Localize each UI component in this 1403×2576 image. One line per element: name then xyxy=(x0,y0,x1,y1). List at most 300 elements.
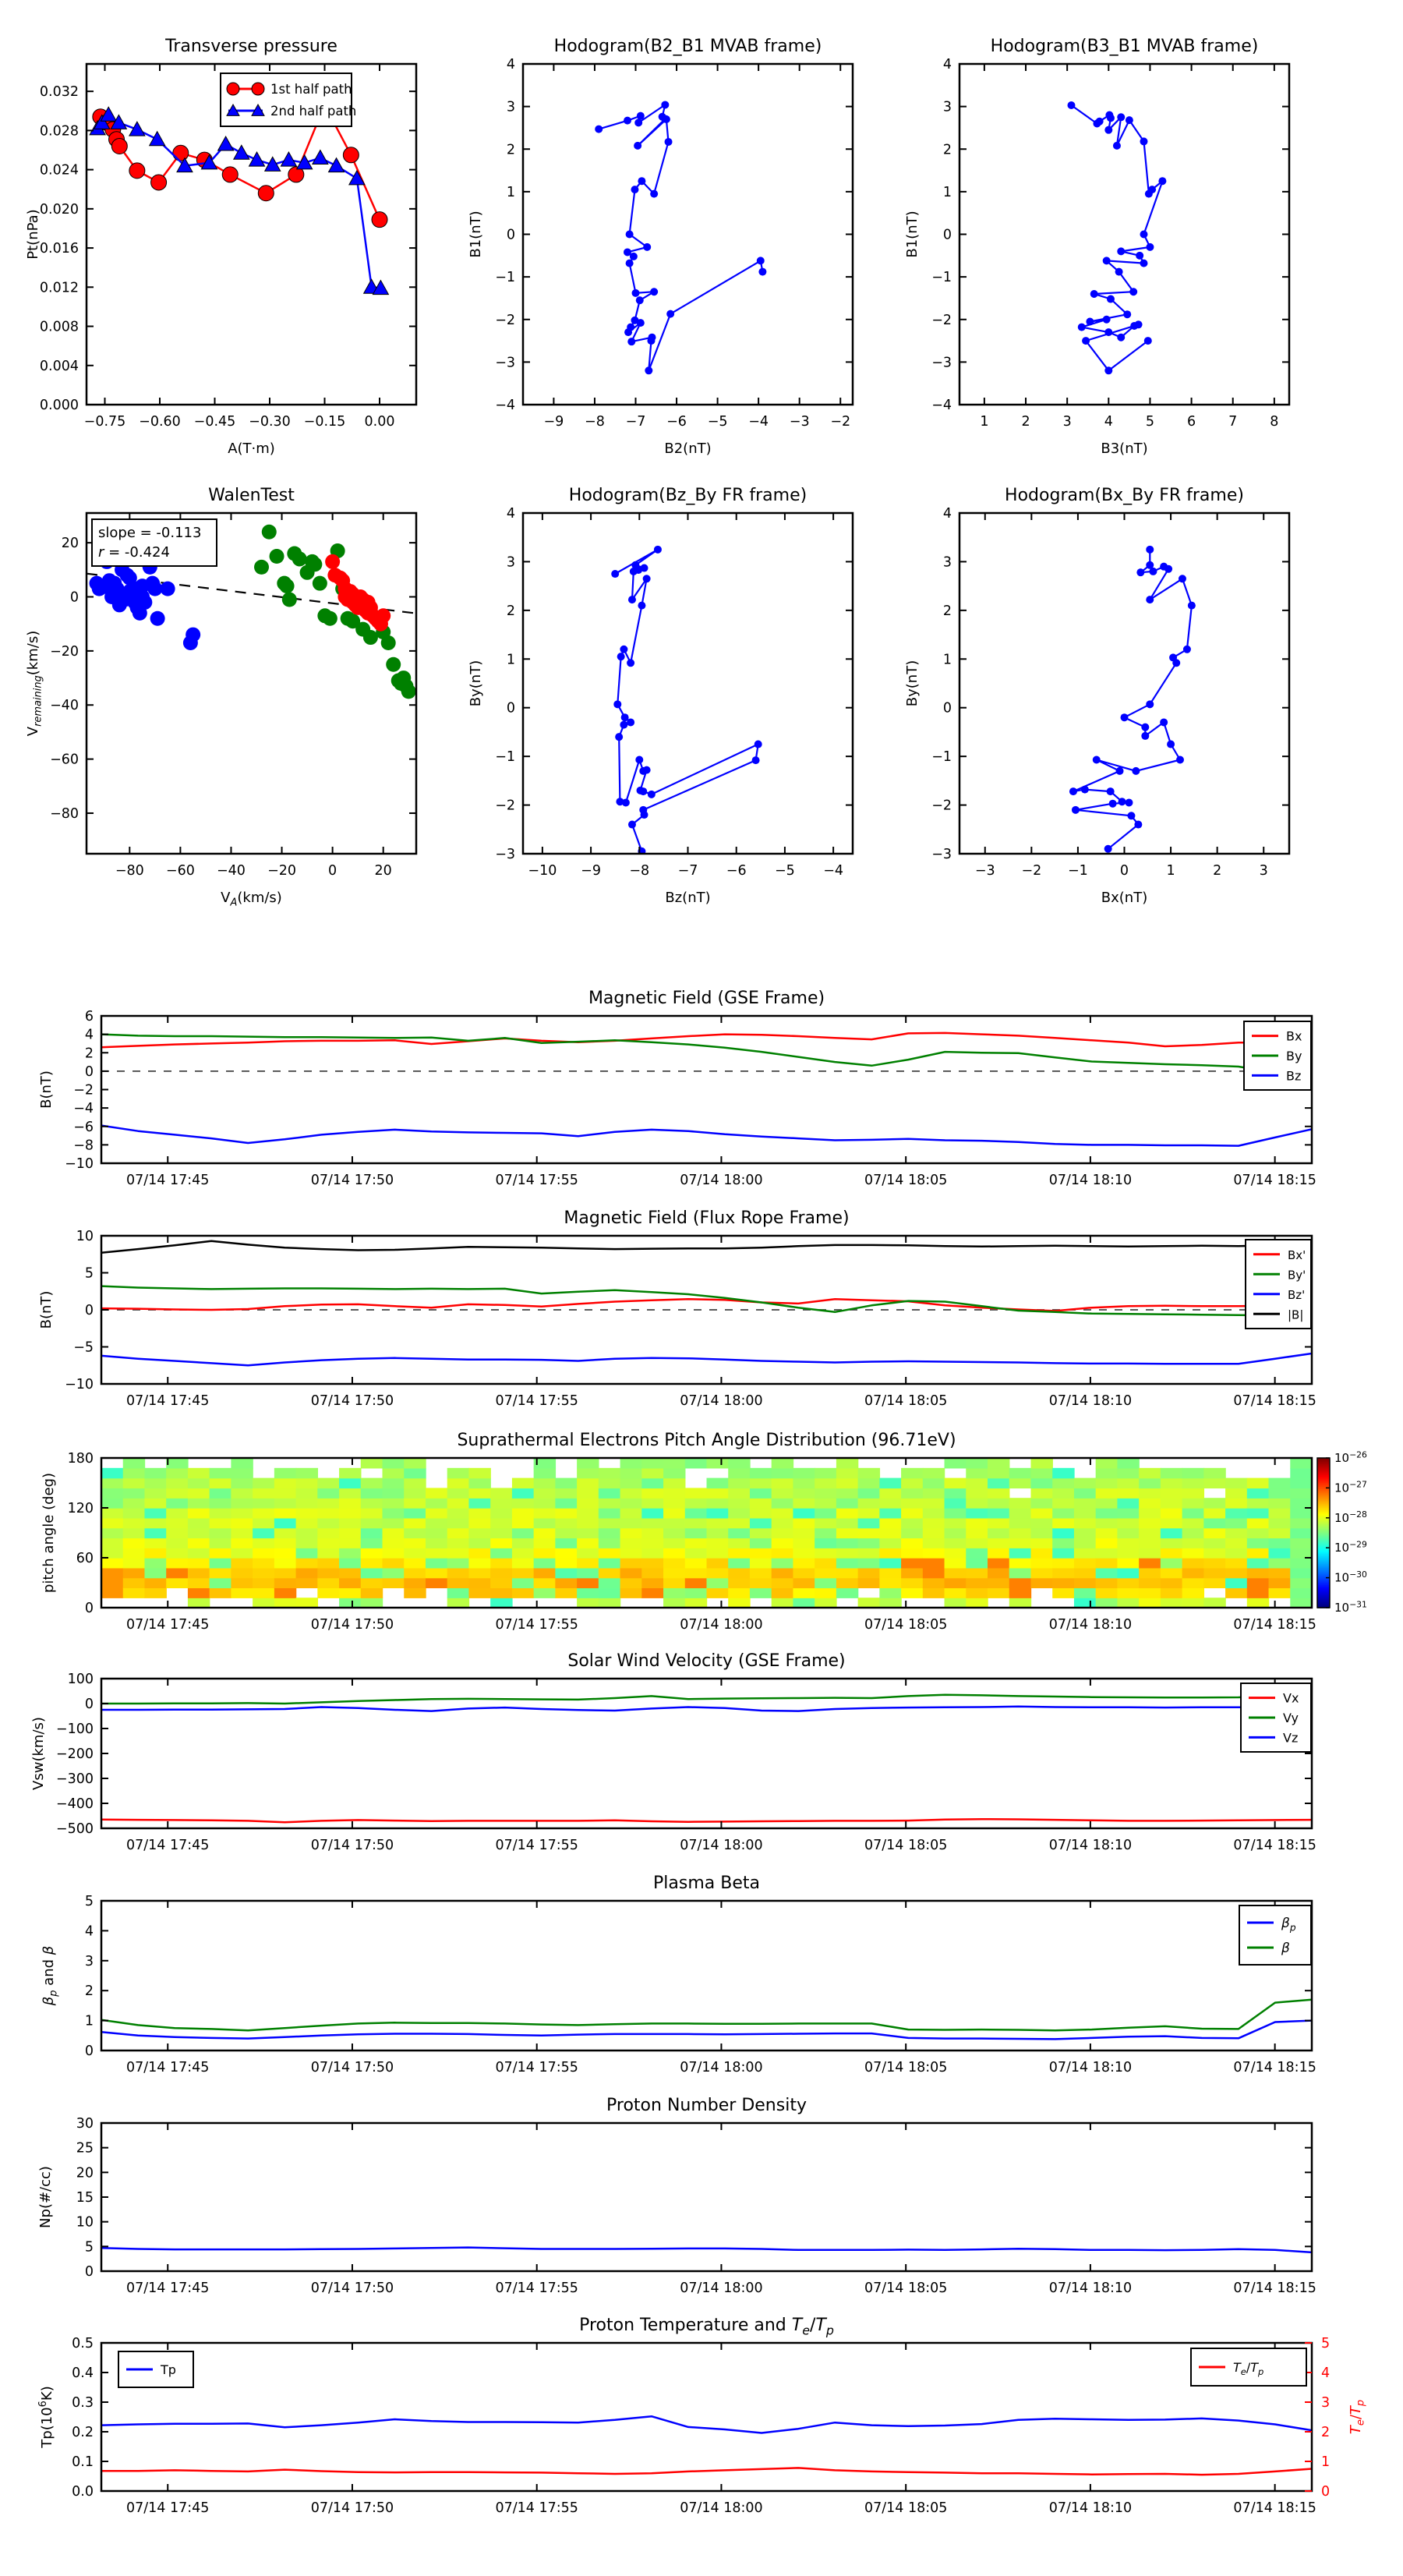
heatmap-cell xyxy=(274,1578,296,1589)
y-tick-label: −4 xyxy=(931,398,952,413)
heatmap-cell xyxy=(447,1468,469,1479)
y-tick-label: 2 xyxy=(84,1046,94,1062)
panel-title: WalenTest xyxy=(208,486,295,505)
heatmap-cell xyxy=(707,1478,729,1489)
heatmap-cell xyxy=(166,1508,188,1519)
y-tick-label: 20 xyxy=(76,2165,94,2181)
heatmap-cell xyxy=(620,1587,642,1598)
y-tick-label: 0 xyxy=(84,1697,94,1712)
heatmap-cell xyxy=(512,1548,534,1559)
heatmap-cell xyxy=(144,1518,166,1529)
heatmap-cell xyxy=(1074,1548,1096,1559)
heatmap-cell xyxy=(1052,1587,1074,1598)
heatmap-cell xyxy=(772,1548,793,1559)
heatmap-cell xyxy=(728,1468,750,1479)
heatmap-cell xyxy=(296,1518,318,1529)
heatmap-cell xyxy=(534,1498,556,1509)
heatmap-cell xyxy=(555,1578,577,1589)
heatmap-cell xyxy=(144,1478,166,1489)
heatmap-cell xyxy=(404,1548,426,1559)
heatmap-cell xyxy=(599,1548,620,1559)
heatmap-cell xyxy=(772,1528,793,1539)
x-tick-label: −3 xyxy=(789,414,810,430)
y-axis-label: B1(nT) xyxy=(904,211,921,258)
marker-triangle xyxy=(329,158,345,172)
heatmap-cell xyxy=(512,1488,534,1499)
x-tick-label: −0.60 xyxy=(139,414,181,430)
heatmap-cell xyxy=(123,1537,145,1548)
heatmap-cell xyxy=(879,1568,901,1579)
heatmap-cell xyxy=(166,1488,188,1499)
x-tick-label: 07/14 18:10 xyxy=(1048,1838,1133,1853)
y-tick-label: 3 xyxy=(84,1953,94,1969)
heatmap-cell xyxy=(901,1548,923,1559)
marker-dot xyxy=(1167,741,1175,748)
x-tick-label: 07/14 18:05 xyxy=(864,1617,948,1633)
heatmap-cell xyxy=(966,1568,988,1579)
heatmap-cell xyxy=(231,1578,253,1589)
scatter-point xyxy=(307,557,322,571)
heatmap-cell xyxy=(490,1587,512,1598)
y-tick-label: −4 xyxy=(495,398,515,413)
heatmap-cell xyxy=(123,1468,145,1479)
heatmap-cell xyxy=(577,1478,599,1489)
marker-triangle xyxy=(218,136,234,150)
heatmap-cell xyxy=(663,1548,685,1559)
heatmap-cell xyxy=(1117,1518,1139,1529)
transverse-pressure xyxy=(25,37,416,457)
y-tick-label: −2 xyxy=(931,798,952,814)
x-tick-label: −6 xyxy=(726,863,747,879)
marker-dot xyxy=(615,733,623,741)
heatmap-cell xyxy=(1096,1488,1118,1499)
heatmap-cell xyxy=(772,1498,793,1509)
heatmap-cell xyxy=(1225,1558,1247,1569)
heatmap-cell xyxy=(404,1587,426,1598)
x-tick-label: 07/14 17:45 xyxy=(126,2500,210,2516)
heatmap-cell xyxy=(274,1468,296,1479)
x-tick-label: −4 xyxy=(748,414,769,430)
heatmap-cell xyxy=(1139,1568,1161,1579)
y-tick-label: 0.016 xyxy=(39,241,79,257)
heatmap-cell xyxy=(599,1478,620,1489)
heatmap-cell xyxy=(945,1478,967,1489)
heatmap-cell xyxy=(101,1488,123,1499)
heatmap-cell xyxy=(210,1478,231,1489)
heatmap-cell xyxy=(1096,1518,1118,1529)
marker-dot xyxy=(650,288,658,295)
x-tick-label: 1 xyxy=(980,414,989,430)
marker-dot xyxy=(1117,113,1125,121)
heatmap-cell xyxy=(641,1548,663,1559)
heatmap-cell xyxy=(923,1568,945,1579)
legend-label: Bz xyxy=(1286,1068,1302,1084)
heatmap-cell xyxy=(858,1508,880,1519)
y-tick-label: 0.012 xyxy=(39,280,79,296)
y-tick-label: −2 xyxy=(931,312,952,328)
x-tick-label: 07/14 17:55 xyxy=(495,1617,578,1633)
heatmap-cell xyxy=(253,1578,274,1589)
y-tick-label: 0.032 xyxy=(39,84,79,101)
marker-dot xyxy=(661,101,669,108)
heatmap-cell xyxy=(1247,1587,1269,1598)
heatmap-cell xyxy=(1290,1518,1312,1529)
heatmap-cell xyxy=(1182,1568,1204,1579)
heatmap-cell xyxy=(274,1518,296,1529)
x-axis-label: Bx(nT) xyxy=(1101,890,1148,906)
heatmap-cell xyxy=(231,1498,253,1509)
heatmap-cell xyxy=(772,1508,793,1519)
y-tick-label: −1 xyxy=(931,749,952,766)
x-ticks xyxy=(126,1679,1316,1853)
heatmap-cell xyxy=(426,1508,447,1519)
y-tick-label: −300 xyxy=(55,1771,94,1787)
x-axis-label: Bz(nT) xyxy=(665,890,711,906)
heatmap-cell xyxy=(404,1518,426,1529)
y-tick-label: 0.0 xyxy=(72,2484,94,2500)
y-tick-label: 0.024 xyxy=(39,162,79,179)
heatmap-cell xyxy=(728,1548,750,1559)
heatmap-cell xyxy=(1052,1548,1074,1559)
x-tick-label: −5 xyxy=(707,414,728,430)
heatmap-cell xyxy=(836,1508,858,1519)
series-group xyxy=(101,2248,1312,2252)
heatmap-cell xyxy=(1161,1598,1182,1608)
heatmap-cell xyxy=(815,1537,836,1548)
y-tick-label: 0 xyxy=(84,1303,94,1318)
heatmap-cell xyxy=(210,1558,231,1569)
y-tick-label: 2 xyxy=(506,603,515,619)
heatmap-cell xyxy=(1074,1488,1096,1499)
marker-dot xyxy=(1144,337,1152,345)
heatmap-cell xyxy=(1074,1478,1096,1489)
x-axis-label: B3(nT) xyxy=(1101,441,1148,457)
heatmap-cell xyxy=(317,1518,339,1529)
heatmap-cell xyxy=(620,1568,642,1579)
heatmap-cell xyxy=(663,1468,685,1479)
heatmap-cell xyxy=(1117,1528,1139,1539)
series-2nd-half-path xyxy=(97,115,380,288)
colorbar xyxy=(1317,1449,1367,1615)
heatmap-cell xyxy=(707,1528,729,1539)
marker-dot xyxy=(627,338,635,345)
x-tick-label: 1 xyxy=(1166,863,1175,879)
heatmap-cell xyxy=(858,1568,880,1579)
heatmap-cell xyxy=(836,1468,858,1479)
heatmap-cell xyxy=(555,1558,577,1569)
heatmap-cell xyxy=(620,1478,642,1489)
heatmap-cell xyxy=(901,1578,923,1589)
heatmap-cell xyxy=(144,1488,166,1499)
heatmap-cell xyxy=(1290,1528,1312,1539)
heatmap-cell xyxy=(1247,1488,1269,1499)
marker-triangle xyxy=(349,171,365,185)
heatmap-cell xyxy=(1269,1558,1291,1569)
heatmap-cell xyxy=(599,1498,620,1509)
y-ticks xyxy=(931,506,1289,862)
heatmap-cell xyxy=(577,1587,599,1598)
heatmap-cell xyxy=(512,1578,534,1589)
heatmap-cell xyxy=(577,1458,599,1469)
x-tick-label: −7 xyxy=(677,863,698,879)
heatmap-cell xyxy=(750,1568,772,1579)
marker-dot xyxy=(1123,310,1131,318)
heatmap-cell xyxy=(772,1587,793,1598)
y-tick-label: 0 xyxy=(942,700,952,717)
heatmap-cell xyxy=(361,1478,383,1489)
heatmap-cell xyxy=(945,1508,967,1519)
heatmap-cell xyxy=(447,1578,469,1589)
heatmap-cell xyxy=(339,1498,361,1509)
x-tick-label: 07/14 17:45 xyxy=(126,1173,210,1188)
heatmap-cell xyxy=(879,1478,901,1489)
heatmap-cell xyxy=(858,1548,880,1559)
y-tick-label: 20 xyxy=(61,536,79,552)
heatmap-cell xyxy=(793,1587,815,1598)
heatmap-cell xyxy=(555,1568,577,1579)
marker-dot xyxy=(1103,257,1111,264)
x-tick-label: 07/14 18:05 xyxy=(864,2281,948,2296)
y-axis-label: $\beta_p$ and β xyxy=(41,1945,60,2006)
heatmap-cell xyxy=(815,1478,836,1489)
heatmap-cell xyxy=(945,1518,967,1529)
heatmap-cell xyxy=(793,1578,815,1589)
heatmap-cell xyxy=(1117,1498,1139,1509)
heatmap-cell xyxy=(447,1568,469,1579)
y-ticks-right xyxy=(1305,2336,1330,2500)
heatmap-cell xyxy=(858,1558,880,1569)
y-tick-label: 4 xyxy=(506,57,515,73)
heatmap-cell xyxy=(383,1578,405,1589)
heatmap-cell xyxy=(901,1468,923,1479)
marker-dot xyxy=(620,721,627,729)
marker-dot xyxy=(665,138,673,146)
heatmap-cell xyxy=(1030,1478,1052,1489)
heatmap-cell xyxy=(685,1587,707,1598)
heatmap-cell xyxy=(663,1568,685,1579)
heatmap-cell xyxy=(1161,1578,1182,1589)
scatter-point xyxy=(161,582,175,596)
series-hodogram-path xyxy=(599,104,762,370)
marker-dot xyxy=(626,260,634,267)
heatmap-cell xyxy=(599,1528,620,1539)
heatmap-cell xyxy=(923,1508,945,1519)
heatmap-cell xyxy=(101,1468,123,1479)
heatmap-cell xyxy=(101,1528,123,1539)
heatmap-cell xyxy=(231,1558,253,1569)
heatmap-cell xyxy=(1030,1537,1052,1548)
colorbar-label: $10^{-28}$ xyxy=(1334,1509,1367,1525)
heatmap-cell xyxy=(1009,1548,1031,1559)
heatmap-cell xyxy=(339,1548,361,1559)
heatmap-cell xyxy=(750,1528,772,1539)
heatmap-cell xyxy=(231,1518,253,1529)
heatmap-cell xyxy=(1052,1498,1074,1509)
heatmap-cell xyxy=(404,1478,426,1489)
x-tick-label: 07/14 17:50 xyxy=(310,1393,394,1409)
heatmap-cell xyxy=(858,1488,880,1499)
y-tick-label: −4 xyxy=(73,1101,94,1117)
heatmap-cell xyxy=(1096,1528,1118,1539)
heatmap-cell xyxy=(253,1528,274,1539)
heatmap-cell xyxy=(1182,1508,1204,1519)
heatmap-cell xyxy=(274,1598,296,1608)
legend xyxy=(1191,2348,1306,2386)
heatmap-cell xyxy=(274,1548,296,1559)
heatmap-cell xyxy=(1030,1548,1052,1559)
heatmap-cell xyxy=(750,1578,772,1589)
heatmap-cell xyxy=(1225,1498,1247,1509)
x-tick-label: 6 xyxy=(1187,414,1196,430)
heatmap-cell xyxy=(1269,1568,1291,1579)
heatmap-cell xyxy=(468,1537,490,1548)
heatmap-cell xyxy=(879,1498,901,1509)
heatmap-cell xyxy=(383,1478,405,1489)
scatter-point xyxy=(280,579,295,593)
heatmap-cell xyxy=(1182,1528,1204,1539)
marker-dot xyxy=(643,766,651,774)
heatmap-cell xyxy=(1096,1568,1118,1579)
heatmap-cell xyxy=(966,1508,988,1519)
heatmap-cell xyxy=(879,1558,901,1569)
marker-dot xyxy=(1158,177,1166,185)
heatmap-cell xyxy=(988,1548,1009,1559)
y-tick-label: 4 xyxy=(84,1923,94,1940)
heatmap-cell xyxy=(468,1518,490,1529)
heatmap-cell xyxy=(988,1578,1009,1589)
scatter-point xyxy=(282,592,297,607)
heatmap-cell xyxy=(404,1568,426,1579)
heatmap-cell xyxy=(361,1587,383,1598)
panel-title: Suprathermal Electrons Pitch Angle Distribution (96.71eV) xyxy=(457,1431,956,1450)
heatmap-cell xyxy=(317,1508,339,1519)
x-tick-label: 07/14 18:15 xyxy=(1233,2060,1316,2075)
heatmap-cell xyxy=(317,1587,339,1598)
heatmap-cell xyxy=(468,1548,490,1559)
heatmap-cell xyxy=(1096,1548,1118,1559)
marker-dot xyxy=(1126,116,1133,124)
heatmap-cell xyxy=(1182,1578,1204,1589)
heatmap-cell xyxy=(317,1568,339,1579)
heatmap-cell xyxy=(555,1488,577,1499)
heatmap-cell xyxy=(728,1537,750,1548)
y-tick-label: 1 xyxy=(942,652,952,668)
heatmap-cell xyxy=(1139,1528,1161,1539)
series-group xyxy=(1069,546,1196,853)
legend-label: Tp xyxy=(161,2362,176,2377)
x-tick-label: 5 xyxy=(1145,414,1155,430)
marker-dot xyxy=(1135,320,1143,328)
heatmap-cell xyxy=(101,1537,123,1548)
y-tick-label: 0.4 xyxy=(72,2365,94,2381)
heatmap-cell xyxy=(685,1537,707,1548)
heatmap-cell xyxy=(447,1548,469,1559)
y-tick-label: 0.004 xyxy=(39,358,79,374)
panel-title: Transverse pressure xyxy=(165,37,337,56)
y2-tick-label: 5 xyxy=(1321,2336,1331,2351)
y-tick-label: −80 xyxy=(50,805,79,822)
heatmap-cell xyxy=(923,1478,945,1489)
heatmap-cell xyxy=(1225,1548,1247,1559)
series-B-magnitude xyxy=(101,1241,1312,1253)
y-tick-label: −500 xyxy=(55,1821,94,1837)
heatmap-cell xyxy=(1074,1518,1096,1529)
colorbar-label: $10^{-31}$ xyxy=(1334,1599,1367,1615)
heatmap-cell xyxy=(815,1518,836,1529)
marker-circle xyxy=(252,83,264,95)
series-Vx xyxy=(101,1819,1312,1822)
heatmap-cell xyxy=(404,1488,426,1499)
y-tick-label: −200 xyxy=(55,1746,94,1762)
heatmap-cell xyxy=(1269,1508,1291,1519)
heatmap-cell xyxy=(1096,1478,1118,1489)
heatmap-cell xyxy=(1030,1498,1052,1509)
marker-dot xyxy=(1172,659,1180,667)
heatmap-cell xyxy=(620,1537,642,1548)
heatmap-cell xyxy=(836,1587,858,1598)
proton-number-density xyxy=(37,2096,1316,2296)
heatmap-cell xyxy=(166,1458,188,1469)
heatmap-cell xyxy=(274,1587,296,1598)
heatmap-cell xyxy=(490,1488,512,1499)
heatmap-cell xyxy=(1117,1478,1139,1489)
marker-dot xyxy=(1188,602,1196,610)
y-tick-label: −1 xyxy=(495,749,515,766)
heatmap-cell xyxy=(1074,1568,1096,1579)
heatmap-cell xyxy=(858,1578,880,1589)
heatmap-cell xyxy=(1052,1468,1074,1479)
x-tick-label: 2 xyxy=(1021,414,1030,430)
y-ticks xyxy=(76,2116,1312,2280)
heatmap-cell xyxy=(1117,1587,1139,1598)
heatmap-cell xyxy=(707,1518,729,1529)
marker-dot xyxy=(1072,806,1080,814)
x-tick-label: −8 xyxy=(585,414,605,430)
series-Bz xyxy=(101,1126,1312,1146)
heatmap-cell xyxy=(144,1508,166,1519)
heatmap-cell xyxy=(1290,1587,1312,1598)
y-axis-label: pitch angle (deg) xyxy=(41,1472,57,1594)
marker-dot xyxy=(611,570,619,578)
heatmap-cell xyxy=(577,1498,599,1509)
heatmap-cell xyxy=(966,1468,988,1479)
x-ticks xyxy=(126,2123,1316,2296)
series-Np xyxy=(101,2248,1312,2252)
heatmap-cell xyxy=(815,1578,836,1589)
x-ticks xyxy=(126,1901,1316,2075)
marker-dot xyxy=(1146,700,1154,708)
heatmap-cell xyxy=(144,1558,166,1569)
plasma-beta xyxy=(41,1874,1316,2075)
heatmap-cell xyxy=(966,1587,988,1598)
marker-dot xyxy=(1103,316,1111,324)
x-ticks xyxy=(528,513,843,879)
marker-dot xyxy=(628,821,636,829)
heatmap-cell xyxy=(663,1587,685,1598)
heatmap-cell xyxy=(490,1528,512,1539)
x-tick-label: 07/14 18:10 xyxy=(1048,1617,1133,1633)
legend-label: Vy xyxy=(1283,1711,1299,1725)
scatter-point xyxy=(325,554,340,569)
heatmap-cell xyxy=(1161,1537,1182,1548)
heatmap-cell xyxy=(1225,1518,1247,1529)
heatmap-cell xyxy=(447,1558,469,1569)
heatmap-cell xyxy=(144,1548,166,1559)
legend-label: |B| xyxy=(1288,1307,1304,1322)
y-tick-label: 0.028 xyxy=(39,123,79,140)
y-tick-label: 0 xyxy=(69,589,79,606)
heatmap-cell xyxy=(945,1488,967,1499)
